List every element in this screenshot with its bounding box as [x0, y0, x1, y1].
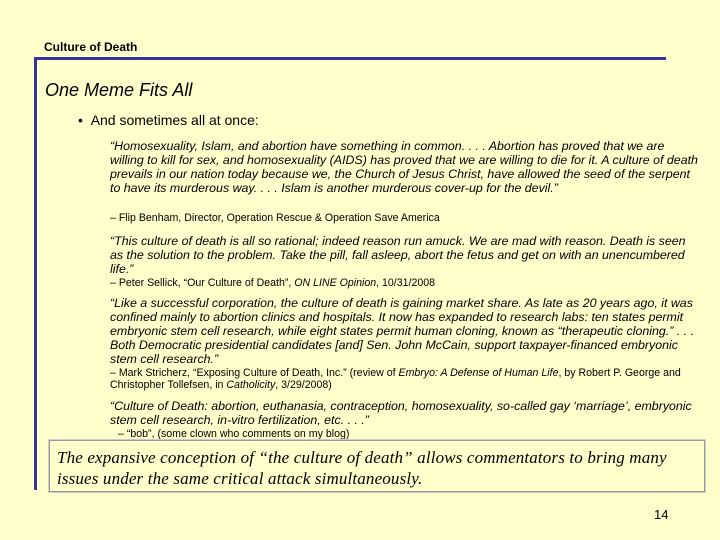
summary-callout: The expansive conception of “the culture of death” allows commentators to bring many issues under the same critical attack simultaneously. — [49, 440, 705, 492]
slide-title: One Meme Fits All — [45, 80, 193, 100]
quote-bob: “Culture of Death: abortion, euthanasia, contraception, homosexuality, so-called gay ‘marriage’, embryonic stem cell research, in-vitro fertilization, etc. . . .” — [110, 399, 692, 427]
bullet-marker: • — [78, 112, 91, 128]
section-header: Culture of Death — [44, 40, 138, 54]
attribution-bob: – “bob”, (some clown who comments on my blog) — [118, 428, 350, 440]
quote-benham: “Homosexuality, Islam, and abortion have something in common. . . . Abortion has proved that we are willing to kill for sex, and homosexuality (AIDS) has proved that we are willing to die for it. A culture of death prevails in our nation today because we, the Church of Jesus Christ, have allowed the seed of the serpent to have its murderous way. . . . Islam is another murderous cover-up for the devil.” — [110, 139, 698, 195]
bullet-point — [78, 112, 259, 128]
page-number: 14 — [654, 507, 669, 522]
attribution-sellick: – Peter Sellick, “Our Culture of Death”, ON LINE Opinion, 10/31/2008 — [110, 277, 436, 289]
attribution-stricherz: – Mark Stricherz, “Exposing Culture of Death, Inc.” (review of Embryo: A Defense of Human Life, by Robert P. George and Christopher Tollefsen, in Catholicity, 3/29/2008) — [110, 367, 681, 391]
title-rule-vertical — [34, 60, 37, 490]
quote-sellick: “This culture of death is all so rational; indeed reason run amuck. We are mad with reason. Death is seen as the solution to the problem. Take the pill, fall asleep, abort the fetus and get on with an unencumbered life.” — [110, 234, 686, 276]
bullet-text: And sometimes all at once: — [90, 112, 259, 128]
quote-stricherz: “Like a successful corporation, the culture of death is gaining market share. As late as 20 years ago, it was confined mainly to abortion clinics and hospitals. It now has expanded to research labs: ten states permit embryonic stem cell research, while eight states permit human cloning, known as “therapeutic cloning.” . . . Both Democratic presidential candidates [and] Sen. John McCain, support taxpayer-financed embryonic stem cell research.” — [110, 296, 695, 366]
title-rule-horizontal — [34, 57, 666, 60]
attribution-benham: – Flip Benham, Director, Operation Rescue & Operation Save America — [110, 212, 440, 224]
